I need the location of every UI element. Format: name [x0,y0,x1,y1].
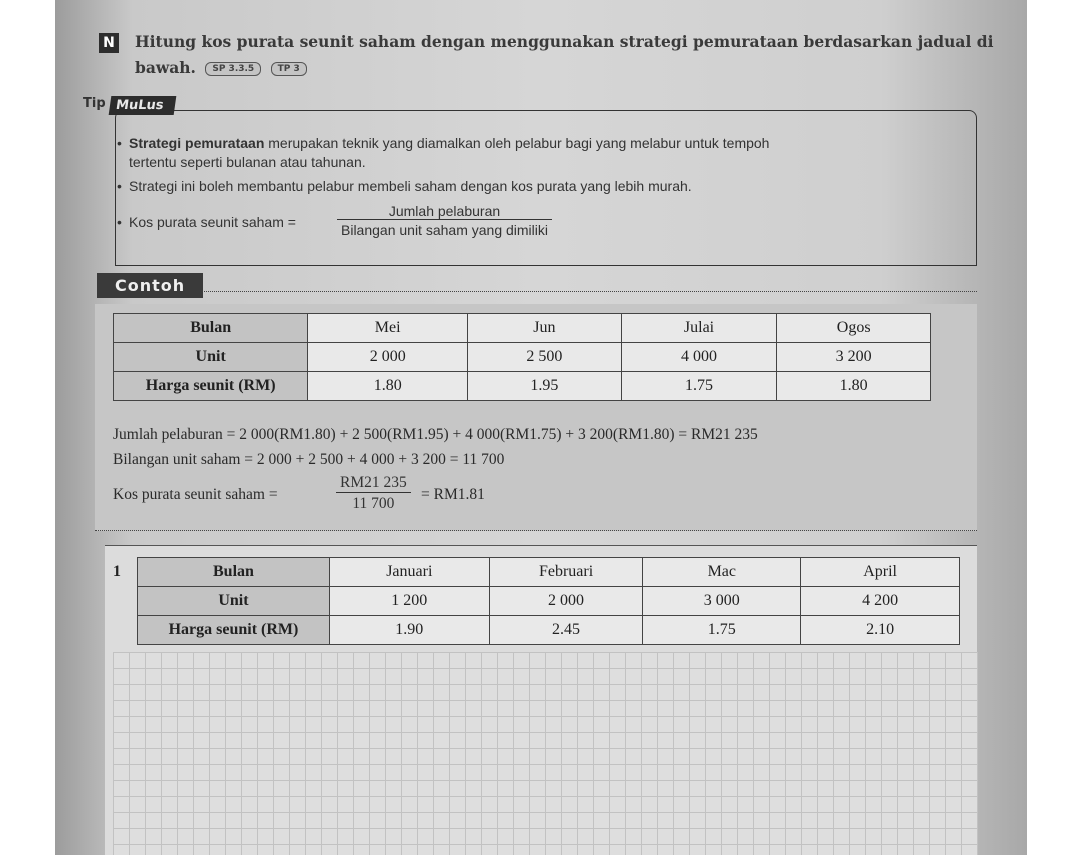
bullet-icon: • [117,135,122,151]
bullet-icon: • [117,178,122,194]
table-cell: Harga seunit (RM) [138,616,330,645]
table-cell: April [801,558,960,587]
calc-average-numerator: RM21 235 [340,474,407,491]
tag-tp: TP 3 [271,62,307,76]
table-cell: Harga seunit (RM) [114,372,308,401]
table-cell: 2.10 [801,616,960,645]
tip-item-1-bold: Strategi pemurataan [129,135,265,151]
calc-average-denominator: 11 700 [336,492,411,513]
tip-formula-denominator: Bilangan unit saham yang dimiliki [337,219,552,238]
table-cell: 1.80 [308,372,468,401]
answer-grid [113,652,978,855]
table-cell: 3 200 [777,343,931,372]
tip-formula-fraction [337,203,552,238]
table-cell: 1.95 [468,372,622,401]
table-cell: 4 200 [801,587,960,616]
table-cell: 1.75 [643,616,801,645]
tip-item-2-text: Strategi ini boleh membantu pelabur membeli saham dengan kos purata yang lebih murah. [129,178,692,194]
tag-sp: SP 3.3.5 [205,62,261,76]
calc-total-investment: Jumlah pelaburan = 2 000(RM1.80) + 2 500(RM1.95) + 4 000(RM1.75) + 3 200(RM1.80) = RM21 235 [113,426,758,443]
question-text-line2: bawah. [135,58,196,77]
table-cell: 2 000 [308,343,468,372]
table-row [114,314,931,343]
table-cell: Mac [643,558,801,587]
table-cell: Februari [489,558,643,587]
calc-average-fraction [336,474,411,513]
table-row [138,558,960,587]
table-cell: 2 500 [468,343,622,372]
table-row [138,587,960,616]
calc-average-prefix: Kos purata seunit saham = [113,486,278,503]
calc-total-units: Bilangan unit saham = 2 000 + 2 500 + 4 000 + 3 200 = 11 700 [113,451,505,468]
exercise-number: 1 [113,563,121,580]
table-cell: Bulan [138,558,330,587]
question-text-line2-wrap [135,58,307,77]
table-cell: Ogos [777,314,931,343]
table-cell: Unit [138,587,330,616]
table-cell: 2.45 [489,616,643,645]
table-cell: Julai [621,314,777,343]
table-row [138,616,960,645]
tip-item-1-rest: merupakan teknik yang diamalkan oleh pelabur bagi yang melabur untuk tempoh [264,135,770,151]
table-cell: Bulan [114,314,308,343]
example-table [113,313,931,401]
calc-average-result: = RM1.81 [421,486,485,503]
table-cell: Januari [329,558,489,587]
table-row [114,343,931,372]
table-cell: Mei [308,314,468,343]
tip-item-3-prefix: Kos purata seunit saham = [129,214,296,230]
example-divider [97,291,977,292]
table-row [114,372,931,401]
textbook-page [55,0,1027,855]
tip-formula-numerator: Jumlah pelaburan [388,203,501,219]
bullet-icon: • [117,214,122,230]
table-cell: 3 000 [643,587,801,616]
table-cell: 4 000 [621,343,777,372]
table-cell: Jun [468,314,622,343]
exercise-table [137,557,960,645]
question-badge: N [99,33,119,53]
table-cell: 1.90 [329,616,489,645]
question-text-line1: Hitung kos purata seunit saham dengan menggunakan strategi pemurataan berdasarkan jadual di [135,32,994,51]
tip-item-1-line2-text: tertentu seperti bulanan atau tahunan. [129,154,366,170]
tip-label: Tip [83,96,106,111]
tip-badge: MuLus [109,96,177,115]
table-cell: 1.80 [777,372,931,401]
table-cell: 1.75 [621,372,777,401]
table-cell: Unit [114,343,308,372]
example-badge: Contoh [97,273,203,298]
table-cell: 1 200 [329,587,489,616]
table-cell: 2 000 [489,587,643,616]
